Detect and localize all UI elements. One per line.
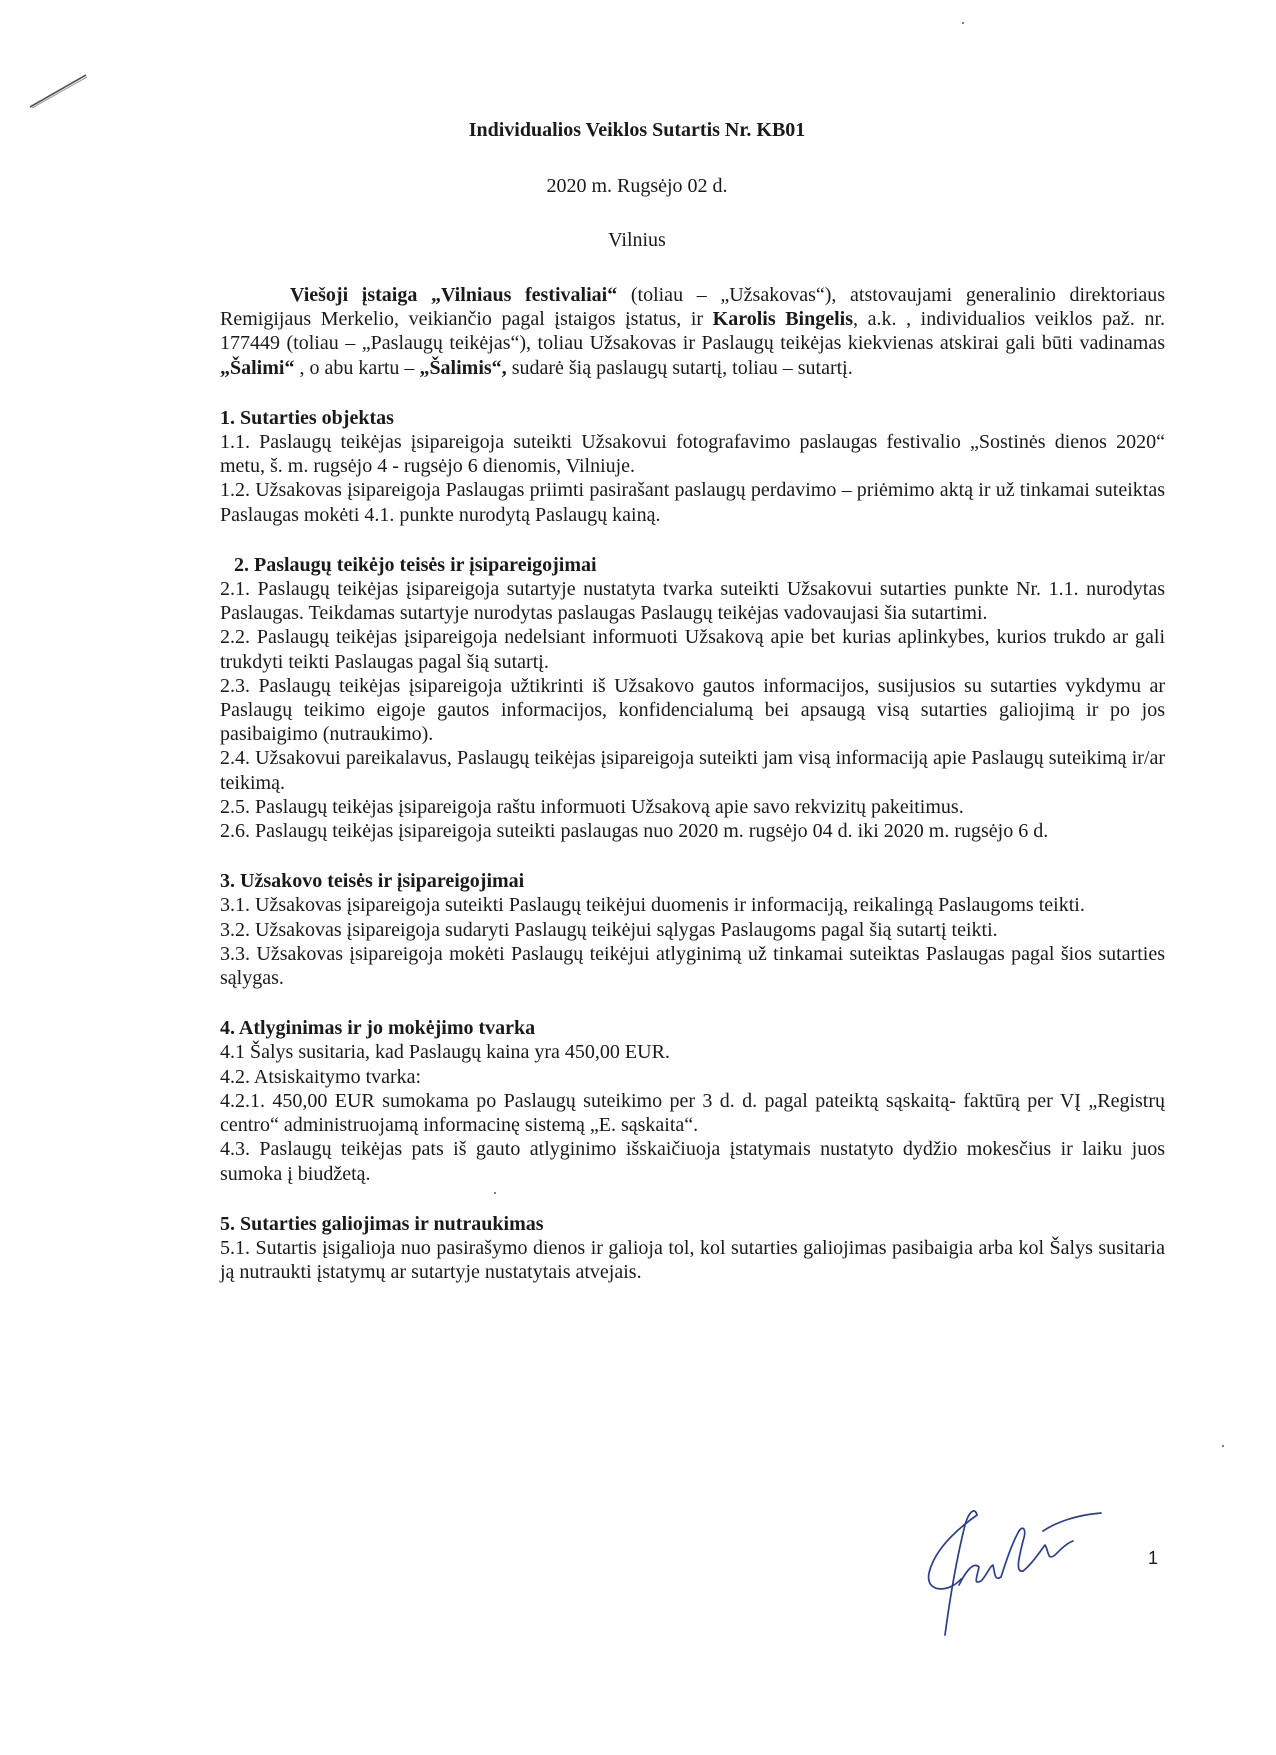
document-city: Vilnius	[608, 229, 666, 251]
pen-mark	[28, 72, 90, 110]
clause-1-2: 1.2. Užsakovas įsipareigoja Paslaugas priimti pasirašant paslaugų perdavimo – priėmimo aktą ir už tinkamai suteiktas Paslaugas mokėti 4.1. punkte nurodytą Paslaugų kainą.	[220, 479, 1165, 526]
term-salimis: „Šalimis“,	[419, 356, 507, 379]
document-body	[220, 283, 1165, 1284]
clause-4-1: 4.1 Šalys susitaria, kad Paslaugų kaina yra 450,00 EUR.	[220, 1041, 670, 1064]
intro-text-1: (toliau – „Užsakovas“), atstovaujami generalinio direktoriaus Remigijaus Merkelio, veikiančio pagal įstaigos įstatus, ir	[220, 284, 1165, 331]
party-two-name: Karolis Bingelis	[712, 308, 854, 331]
clause-3-3: 3.3. Užsakovas įsipareigoja mokėti Paslaugų teikėjui atlyginimą už tinkamai suteiktas Paslaugas pagal šios sutarties sąlygas.	[220, 942, 1165, 990]
clause-2-6: 2.6. Paslaugų teikėjas įsipareigoja suteikti paslaugas nuo 2020 m. rugsėjo 04 d. iki 2020 m. rugsėjo 6 d.	[220, 820, 1049, 843]
clause-2-3: 2.3. Paslaugų teikėjas įsipareigoja užtikrinti iš Užsakovo gautos informacijos, susijusios su sutarties vykdymu ar Paslaugų teikimo eigoje gautos informacijos, konfidencialumą bei apsaugą visą sutarties galiojimą ir po jos pasibaigimo (nutraukimo).	[220, 674, 1165, 746]
page-number: 1	[1148, 1548, 1159, 1568]
scan-speck	[962, 22, 964, 24]
clause-2-4: 2.4. Užsakovui pareikalavus, Paslaugų teikėjas įsipareigoja suteikti jam visą informaciją apie Paslaugų suteikimą ir/ar teikimą.	[220, 747, 1165, 794]
section-heading: 5. Sutarties galiojimas ir nutraukimas	[220, 1212, 544, 1235]
section-heading: 1. Sutarties objektas	[220, 406, 394, 429]
document-date: 2020 m. Rugsėjo 02 d.	[546, 175, 728, 197]
section-heading: 4. Atlyginimas ir jo mokėjimo tvarka	[220, 1017, 536, 1040]
intro-text-4: sudarė šią paslaugų sutartį, toliau – sutartį.	[506, 356, 853, 379]
document-title: Individualios Veiklos Sutartis Nr. KB01	[468, 119, 806, 141]
clause-3-1: 3.1. Užsakovas įsipareigoja suteikti Paslaugų teikėjui duomenis ir informaciją, reikalingą Paslaugoms teikti.	[220, 894, 1085, 917]
clause-2-5: 2.5. Paslaugų teikėjas įsipareigoja raštu informuoti Užsakovą apie savo rekvizitų pakeitimus.	[220, 795, 964, 818]
term-salimi: „Šalimi“	[220, 356, 295, 379]
clause-2-2: 2.2. Paslaugų teikėjas įsipareigoja nedelsiant informuoti Užsakovą apie bet kurias aplinkybes, kurios trukdo ar gali trukdyti teikti Paslaugas pagal šią sutartį.	[220, 626, 1165, 673]
party-one-name: Viešoji įstaiga „Vilniaus festivaliai“	[290, 284, 618, 306]
clause-4-2-1: 4.2.1. 450,00 EUR sumokama po Paslaugų suteikimo per 3 d. d. pagal pateiktą sąskaitą- faktūrą per VĮ „Registrų centro“ administruojamą informacinę sistemą „E. sąskaita“.	[220, 1089, 1165, 1137]
handwritten-signature	[915, 1485, 1115, 1645]
clause-1-1: 1.1. Paslaugų teikėjas įsipareigoja suteikti Užsakovui fotografavimo paslaugas festivalio „Sostinės dienos 2020“ metu, š. m. rugsėjo 4 - rugsėjo 6 dienomis, Vilniuje.	[220, 431, 1165, 478]
clause-4-2: 4.2. Atsiskaitymo tvarka:	[220, 1065, 422, 1088]
clause-4-3: 4.3. Paslaugų teikėjas pats iš gauto atlyginimo išskaičiuoja įstatymais nustatyto dydžio mokesčius ir laiku juos sumoka į biudžetą.	[220, 1138, 1165, 1185]
intro-paragraph	[220, 283, 1165, 380]
section-heading: 2. Paslaugų teikėjo teisės ir įsipareigojimai	[234, 553, 597, 576]
clause-2-1: 2.1. Paslaugų teikėjas įsipareigoja sutartyje nustatyta tvarka suteikti Užsakovui sutarties punkte Nr. 1.1. nurodytas Paslaugas. Teikdamas sutartyje nurodytas paslaugas Paslaugų teikėjas vadovaujasi šia sutartimi.	[220, 578, 1165, 625]
scan-speck	[1222, 1445, 1224, 1447]
intro-text-2: , a.k. , individualios veiklos paž. nr. 177449 (toliau – „Paslaugų teikėjas“), toliau Užsakovas ir Paslaugų teikėjas kiekvienas atskirai gali būti vadinamas	[220, 308, 1166, 355]
clause-5-1: 5.1. Sutartis įsigalioja nuo pasirašymo dienos ir galioja tol, kol sutarties galiojimas pasibaigia arba kol Šalys susitaria ją nutraukti įstatymų ar sutartyje nustatytais atvejais.	[220, 1236, 1165, 1284]
section-heading: 3. Užsakovo teisės ir įsipareigojimai	[220, 870, 525, 893]
clause-3-2: 3.2. Užsakovas įsipareigoja sudaryti Paslaugų teikėjui sąlygas Paslaugoms pagal šią sutartį teikti.	[220, 918, 998, 941]
intro-text-3: , o abu kartu –	[294, 356, 420, 379]
